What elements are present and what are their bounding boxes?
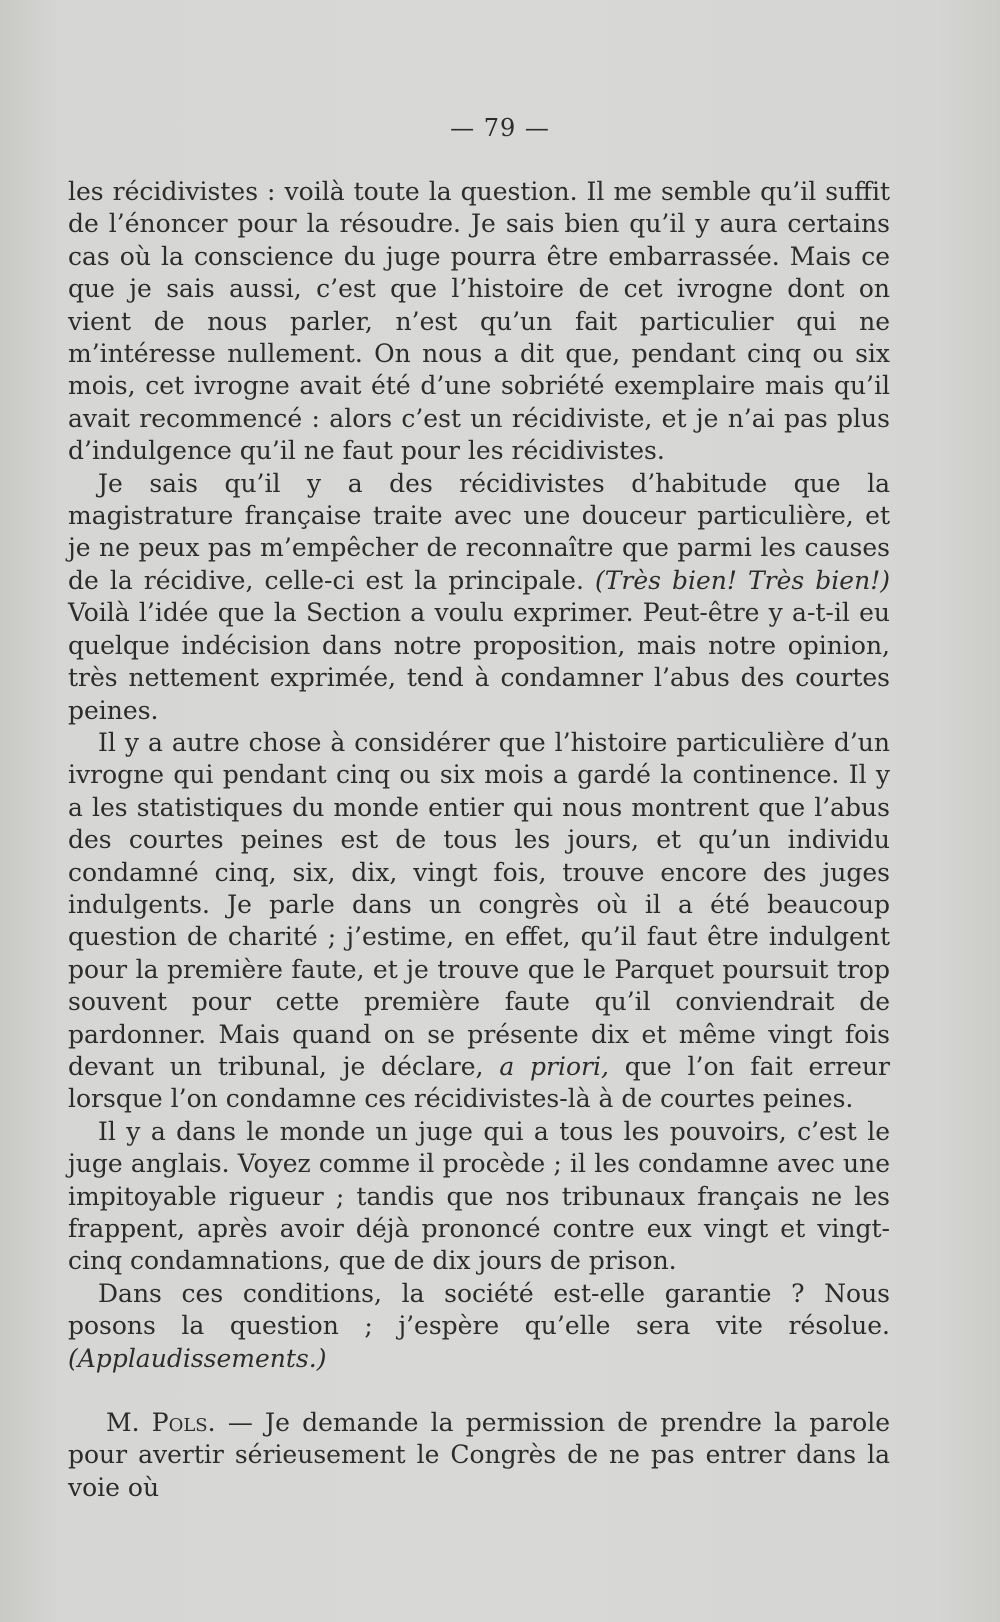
paragraph-2 [68,468,890,727]
paragraph-3-text: Il y a autre chose à considérer que l’histoire particulière d’un ivrogne qui pendant cinq ou six mois a gardé la continence. Il y a les statistiques du monde entier qui nous montrent que l’abus des courtes peines est de tous les jours, et qu’un individu condamné cinq, six, dix, vingt fois, trouve encore des juges indulgents. Je parle dans un congrès où il a été beaucoup question de charité ; j’estime, en effet, qu’il faut être indulgent pour la première faute, et je trouve que le Parquet poursuit trop souvent pour cette première faute qu’il conviendrait de pardonner. Mais quand on se présente dix et même vingt fois devant un tribunal, je déclare, [68,727,890,1081]
paragraph-5 [68,1278,890,1375]
paragraph-3-after: que l’on fait erreur lorsque l’on condamne ces récidivistes-là à de courtes peines. [68,1051,891,1114]
paragraph-6-after: — Je demande la permission de prendre la parole pour avertir sérieusement le Congrès de ne pas entrer dans la voie où [68,1408,890,1502]
paragraph-2-before: Je sais qu’il y a des récidivistes d’habitude que la magistrature française traite avec une douceur particulière, et je ne peux pas m’empêcher de reconnaître que parmi les causes de la récidive, celle-ci est la principale. [68,468,890,595]
paragraph-2-interjection: (Très bien! Très bien!) [594,565,890,595]
page-number: — 79 — [450,114,550,142]
paragraph-3 [68,727,890,1116]
paragraph-4: Il y a dans le monde un juge qui a tous les pouvoirs, c’est le juge anglais. Voyez comme il procède ; il les condamne avec une impitoyable rigueur ; tandis que nos tribunaux français ne les frappent, après avoir déjà prononcé contre eux vingt et vingt-cinq condamnations, que de dix jours de prison. [68,1116,890,1276]
paragraph-5-before: Dans ces conditions, la société est-elle garantie ? Nous posons la question ; j’espère qu’elle sera vite résolue. [68,1278,890,1341]
paragraph-6 [68,1407,890,1504]
body-text [68,176,890,1504]
speaker-name: M. Pols. [106,1408,216,1438]
paragraph-1: les récidivistes : voilà toute la question. Il me semble qu’il suffit de l’énoncer pour la résoudre. Je sais bien qu’il y aura certains cas où la conscience du juge pourra être embarrassée. Mais ce que je sais aussi, c’est que l’histoire de cet ivrogne dont on vient de nous parler, n’est qu’un fait particulier qui ne m’intéresse nullement. On nous a dit que, pendant cinq ou six mois, cet ivrogne avait été d’une sobriété exemplaire mais qu’il avait recommencé : alors c’est un récidiviste, et je n’ai pas plus d’indulgence qu’il ne faut pour les récidivistes. [68,177,890,466]
paragraph-5-applause: (Applaudissements.) [68,1343,327,1373]
paragraph-3-latin: a priori, [499,1051,609,1081]
paragraph-2-after: Voilà l’idée que la Section a voulu exprimer. Peut-être y a-t-il eu quelque indécision dans notre proposition, mais notre opinion, très nettement exprimée, tend à condamner l’abus des courtes peines. [68,598,890,725]
